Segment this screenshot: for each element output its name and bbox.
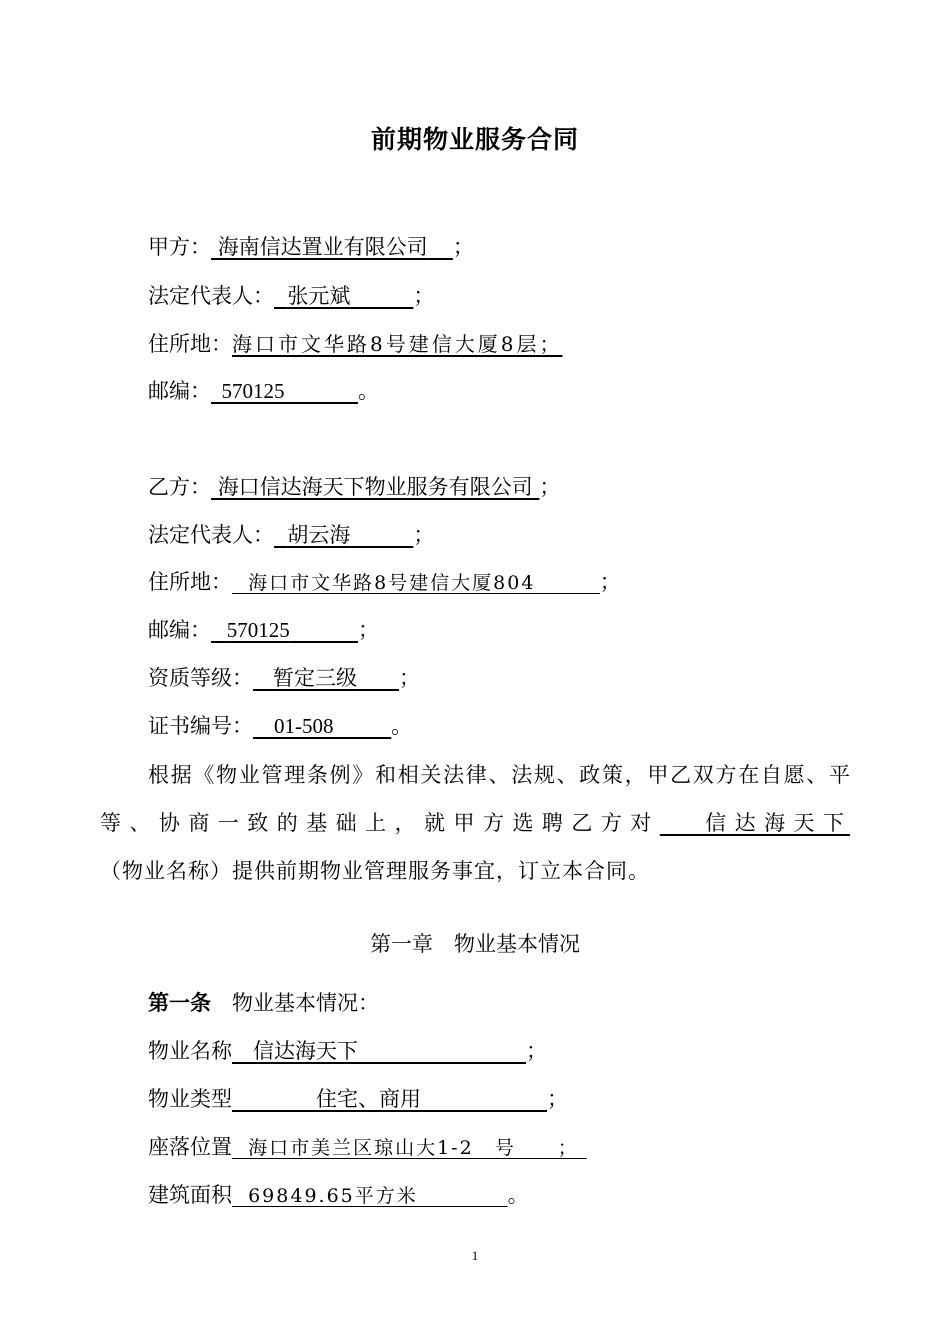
party-b-cert-line — [148, 711, 412, 741]
party-a-rep-line — [148, 281, 434, 311]
property-area-value: 69849.65平方米 — [248, 1185, 418, 1207]
party-b-address-end: ； — [599, 570, 621, 594]
party-a-address-line — [148, 329, 562, 359]
party-a-address-label: 住所地： — [148, 332, 232, 356]
party-b-zip-label: 邮编： — [148, 618, 211, 642]
article-1-label: 第一条 — [148, 991, 211, 1015]
property-location-label: 座落位置 — [148, 1135, 232, 1159]
party-b-label: 乙方： — [148, 475, 211, 499]
party-b-address-label: 住所地： — [148, 570, 232, 594]
property-name-label: 物业名称 — [148, 1039, 232, 1063]
property-area-end: 。 — [507, 1183, 529, 1207]
party-b-cert: 01-508 — [274, 714, 334, 738]
property-type-line — [148, 1084, 568, 1114]
party-b-name: 海口信达海天下物业服务有限公司 — [217, 475, 533, 499]
document-title: 前期物业服务合同 — [370, 125, 579, 154]
party-a-name: 海南信达置业有限公司 — [217, 235, 428, 259]
party-a-address: 海口市文华路8号建信大厦8层； — [232, 332, 563, 356]
party-b-line — [148, 472, 560, 502]
article-1-title: 物业基本情况： — [232, 991, 379, 1015]
party-a-rep-end: ； — [413, 284, 435, 308]
party-b-address-line — [148, 567, 621, 598]
party-a-label: 甲方： — [148, 235, 211, 259]
property-area-label: 建筑面积 — [148, 1183, 232, 1207]
party-a-zip-line — [148, 376, 379, 406]
property-location-value: 海口市美兰区琼山大1-2 号 ； — [248, 1137, 579, 1159]
property-type-end: ； — [547, 1087, 568, 1111]
property-name-end: ； — [526, 1039, 547, 1063]
party-a-zip-label: 邮编： — [148, 379, 211, 403]
party-b-zip-end: ； — [358, 618, 379, 642]
party-b-grade-end: ； — [399, 666, 421, 690]
property-area-line — [148, 1180, 529, 1211]
intro-line-2: 等、协商一致的基础上，就甲方选聘乙方对 信达海天下 — [100, 811, 851, 835]
party-b-grade-label: 资质等级： — [148, 666, 253, 690]
party-b-cert-label: 证书编号： — [148, 714, 253, 738]
party-b-rep: 胡云海 — [287, 523, 351, 547]
party-a-name-end: ； — [452, 235, 474, 259]
party-b-zip-line — [148, 615, 379, 645]
party-b-zip: 570125 — [226, 618, 290, 642]
intro-line-1: 根据《物业管理条例》和相关法律、法规、政策，甲乙双方在自愿、平 — [148, 763, 850, 787]
chapter-title: 第一章 物业基本情况 — [370, 932, 580, 956]
property-name-line — [148, 1036, 547, 1066]
page-number: 1 — [471, 1248, 479, 1263]
party-b-address: 海口市文华路8号建信大厦804 — [248, 572, 536, 594]
party-a-zip: 570125 — [221, 379, 285, 403]
property-type-value: 住宅、商用 — [316, 1087, 421, 1111]
party-b-rep-line — [148, 520, 434, 550]
party-b-cert-end: 。 — [391, 714, 413, 738]
party-a-zip-end: 。 — [358, 379, 379, 403]
property-type-label: 物业类型 — [148, 1087, 232, 1111]
article-1-heading — [148, 988, 379, 1018]
party-b-grade: 暂定三级 — [273, 666, 358, 690]
intro-line-3: （物业名称）提供前期物业管理服务事宜，订立本合同。 — [100, 859, 650, 883]
property-name-blank: 信达海天下 — [705, 811, 851, 835]
property-name-value: 信达海天下 — [253, 1039, 358, 1063]
party-a-rep: 张元斌 — [287, 284, 351, 308]
party-a-line — [148, 232, 474, 262]
party-b-name-end: ； — [539, 475, 561, 499]
party-a-rep-label: 法定代表人： — [148, 284, 274, 308]
property-location-line — [148, 1132, 587, 1163]
party-b-grade-line — [148, 663, 420, 693]
party-b-rep-label: 法定代表人： — [148, 523, 274, 547]
party-b-rep-end: ； — [413, 523, 435, 547]
